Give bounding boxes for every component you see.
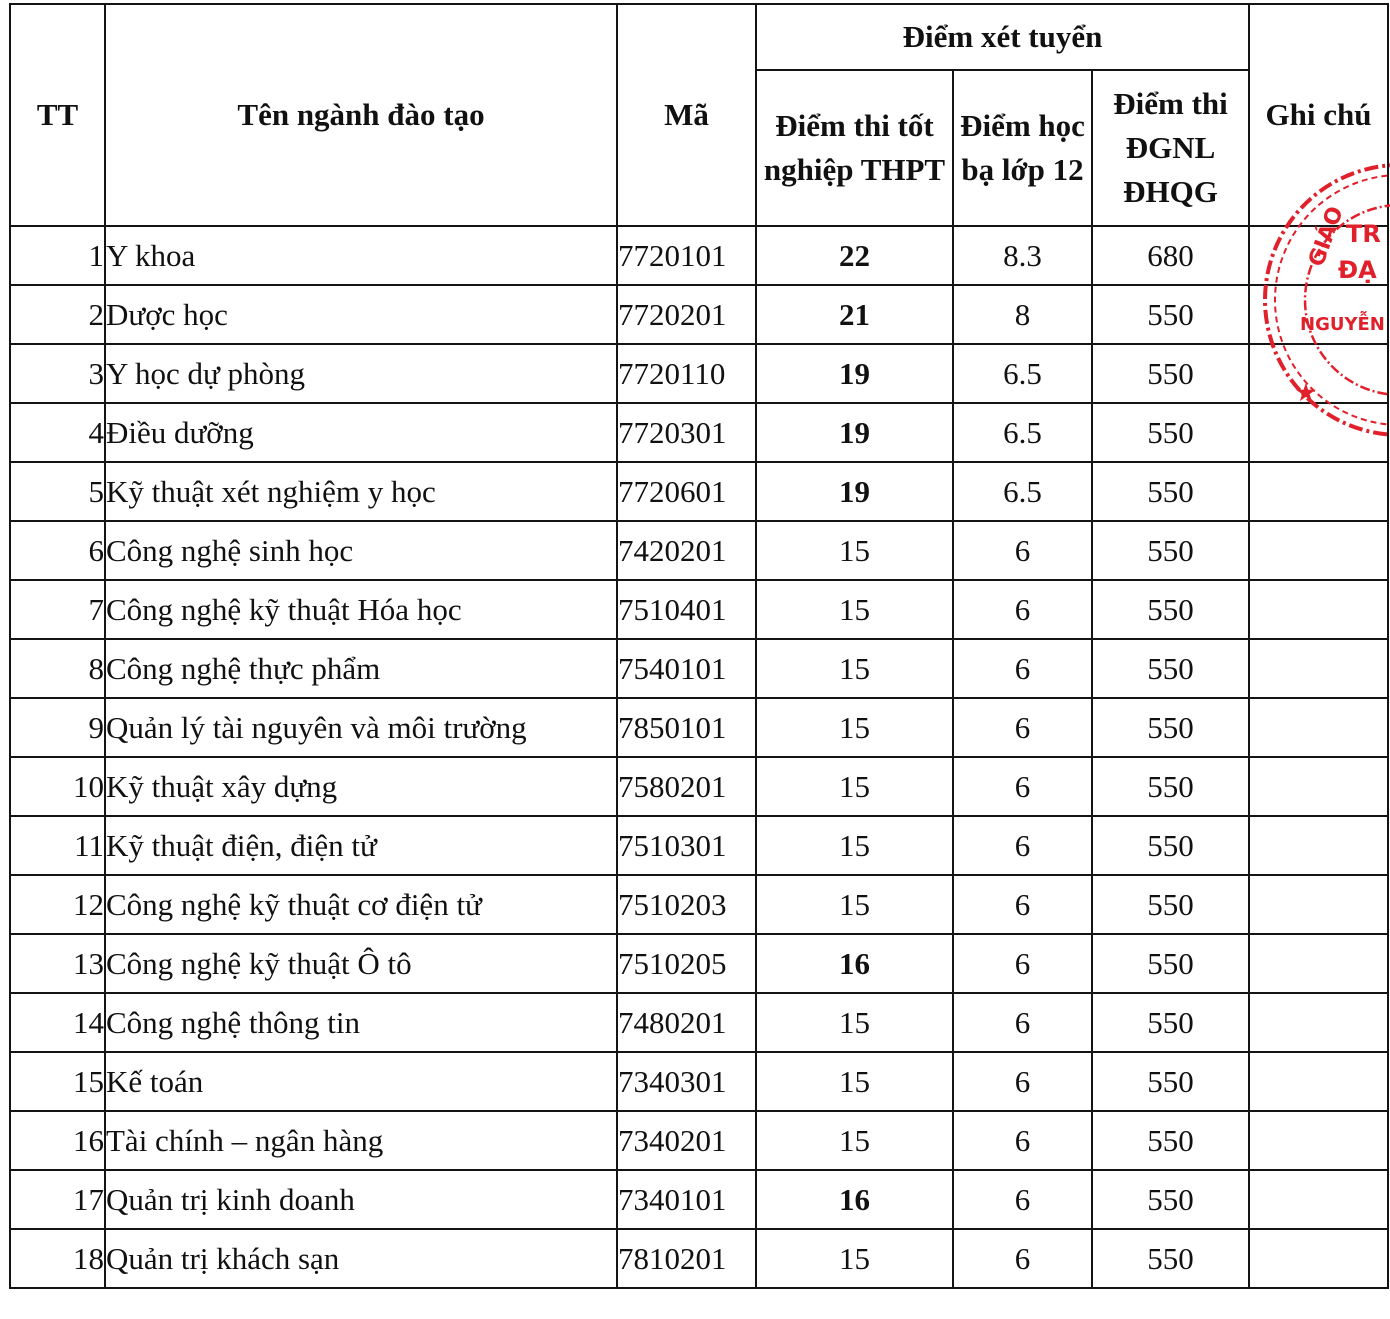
row-index: 3: [10, 344, 105, 403]
thpt-exam-score: 15: [756, 580, 953, 639]
note: [1249, 875, 1388, 934]
note: [1249, 757, 1388, 816]
program-code: 7850101: [617, 698, 756, 757]
row-index: 16: [10, 1111, 105, 1170]
transcript-score: 6: [953, 816, 1092, 875]
note: [1249, 403, 1388, 462]
transcript-score: 6: [953, 1229, 1092, 1288]
program-name: Công nghệ thực phẩm: [105, 639, 617, 698]
transcript-score: 6: [953, 1052, 1092, 1111]
row-index: 8: [10, 639, 105, 698]
thpt-exam-score: 16: [756, 934, 953, 993]
transcript-score: 6: [953, 993, 1092, 1052]
table-row: [10, 462, 1388, 521]
transcript-score: 6: [953, 1111, 1092, 1170]
row-index: 4: [10, 403, 105, 462]
program-code: 7580201: [617, 757, 756, 816]
svg-text:★: ★: [1296, 380, 1316, 405]
program-name: Quản trị khách sạn: [105, 1229, 617, 1288]
thpt-exam-score: 19: [756, 403, 953, 462]
dgnl-score: 550: [1092, 993, 1249, 1052]
table-row: [10, 875, 1388, 934]
header-dgnl: Điểm thi ĐGNL ĐHQG: [1092, 70, 1249, 226]
dgnl-score: 550: [1092, 875, 1249, 934]
header-admission-scores: Điểm xét tuyển: [756, 4, 1249, 70]
note: [1249, 1229, 1388, 1288]
table-row: [10, 698, 1388, 757]
program-name: Kế toán: [105, 1052, 617, 1111]
table-row: [10, 993, 1388, 1052]
row-index: 2: [10, 285, 105, 344]
thpt-exam-score: 15: [756, 993, 953, 1052]
program-code: 7510401: [617, 580, 756, 639]
program-code: 7720201: [617, 285, 756, 344]
transcript-score: 6: [953, 580, 1092, 639]
program-code: 7720101: [617, 226, 756, 285]
dgnl-score: 550: [1092, 580, 1249, 639]
program-name: Y học dự phòng: [105, 344, 617, 403]
note: [1249, 1111, 1388, 1170]
transcript-score: 8.3: [953, 226, 1092, 285]
program-code: 7340101: [617, 1170, 756, 1229]
row-index: 7: [10, 580, 105, 639]
thpt-exam-score: 15: [756, 1052, 953, 1111]
header-thpt-exam: Điểm thi tốt nghiệp THPT: [756, 70, 953, 226]
transcript-score: 6: [953, 521, 1092, 580]
row-index: 17: [10, 1170, 105, 1229]
row-index: 10: [10, 757, 105, 816]
dgnl-score: 550: [1092, 1111, 1249, 1170]
row-index: 14: [10, 993, 105, 1052]
program-code: 7810201: [617, 1229, 756, 1288]
program-code: 7340301: [617, 1052, 756, 1111]
note: [1249, 580, 1388, 639]
dgnl-score: 550: [1092, 285, 1249, 344]
table-row: [10, 757, 1388, 816]
transcript-score: 6.5: [953, 344, 1092, 403]
dgnl-score: 550: [1092, 757, 1249, 816]
dgnl-score: 550: [1092, 1229, 1249, 1288]
transcript-score: 8: [953, 285, 1092, 344]
program-code: 7720110: [617, 344, 756, 403]
header-program-name: Tên ngành đào tạo: [105, 4, 617, 226]
table-row: [10, 639, 1388, 698]
program-code: 7720301: [617, 403, 756, 462]
table-row: [10, 1229, 1388, 1288]
row-index: 5: [10, 462, 105, 521]
note: [1249, 639, 1388, 698]
thpt-exam-score: 15: [756, 1111, 953, 1170]
table-row: [10, 1170, 1388, 1229]
dgnl-score: 550: [1092, 403, 1249, 462]
row-index: 18: [10, 1229, 105, 1288]
note: [1249, 521, 1388, 580]
program-code: 7720601: [617, 462, 756, 521]
note: [1249, 462, 1388, 521]
thpt-exam-score: 15: [756, 521, 953, 580]
row-index: 11: [10, 816, 105, 875]
note: [1249, 285, 1388, 344]
table-row: [10, 580, 1388, 639]
table-row: [10, 521, 1388, 580]
thpt-exam-score: 15: [756, 757, 953, 816]
thpt-exam-score: 21: [756, 285, 953, 344]
program-name: Công nghệ kỹ thuật Ô tô: [105, 934, 617, 993]
program-name: Dược học: [105, 285, 617, 344]
row-index: 15: [10, 1052, 105, 1111]
row-index: 12: [10, 875, 105, 934]
thpt-exam-score: 22: [756, 226, 953, 285]
program-name: Kỹ thuật xét nghiệm y học: [105, 462, 617, 521]
dgnl-score: 550: [1092, 698, 1249, 757]
program-name: Tài chính – ngân hàng: [105, 1111, 617, 1170]
program-name: Y khoa: [105, 226, 617, 285]
program-name: Công nghệ thông tin: [105, 993, 617, 1052]
dgnl-score: 680: [1092, 226, 1249, 285]
program-name: Quản lý tài nguyên và môi trường: [105, 698, 617, 757]
thpt-exam-score: 15: [756, 875, 953, 934]
note: [1249, 1170, 1388, 1229]
transcript-score: 6: [953, 698, 1092, 757]
dgnl-score: 550: [1092, 639, 1249, 698]
program-code: 7420201: [617, 521, 756, 580]
svg-text:NGUYỄN: NGUYỄN: [1300, 314, 1385, 335]
program-code: 7540101: [617, 639, 756, 698]
program-code: 7480201: [617, 993, 756, 1052]
svg-text:GIÁO: GIÁO: [1304, 203, 1349, 271]
thpt-exam-score: 19: [756, 462, 953, 521]
note: [1249, 934, 1388, 993]
row-index: 1: [10, 226, 105, 285]
table-row: [10, 1111, 1388, 1170]
dgnl-score: 550: [1092, 521, 1249, 580]
header-tt: TT: [10, 4, 105, 226]
transcript-score: 6.5: [953, 403, 1092, 462]
table-row: [10, 226, 1388, 285]
note: [1249, 1052, 1388, 1111]
program-name: Điều dưỡng: [105, 403, 617, 462]
note: [1249, 698, 1388, 757]
program-name: Công nghệ kỹ thuật Hóa học: [105, 580, 617, 639]
header-transcript: Điểm học bạ lớp 12: [953, 70, 1092, 226]
thpt-exam-score: 19: [756, 344, 953, 403]
program-name: Công nghệ kỹ thuật cơ điện tử: [105, 875, 617, 934]
program-code: 7510203: [617, 875, 756, 934]
dgnl-score: 550: [1092, 1170, 1249, 1229]
note: [1249, 993, 1388, 1052]
thpt-exam-score: 15: [756, 1229, 953, 1288]
dgnl-score: 550: [1092, 934, 1249, 993]
table-row: [10, 344, 1388, 403]
table-row: [10, 934, 1388, 993]
transcript-score: 6: [953, 1170, 1092, 1229]
thpt-exam-score: 15: [756, 639, 953, 698]
thpt-exam-score: 15: [756, 816, 953, 875]
dgnl-score: 550: [1092, 1052, 1249, 1111]
dgnl-score: 550: [1092, 816, 1249, 875]
program-code: 7340201: [617, 1111, 756, 1170]
program-code: 7510205: [617, 934, 756, 993]
row-index: 13: [10, 934, 105, 993]
program-name: Quản trị kinh doanh: [105, 1170, 617, 1229]
program-name: Công nghệ sinh học: [105, 521, 617, 580]
transcript-score: 6: [953, 875, 1092, 934]
transcript-score: 6: [953, 757, 1092, 816]
program-name: Kỹ thuật xây dựng: [105, 757, 617, 816]
header-notes: Ghi chú: [1249, 4, 1388, 226]
thpt-exam-score: 15: [756, 698, 953, 757]
table-row: [10, 1052, 1388, 1111]
dgnl-score: 550: [1092, 462, 1249, 521]
table-row: [10, 285, 1388, 344]
header-code: Mã: [617, 4, 756, 226]
svg-text:TR: TR: [1346, 220, 1381, 248]
transcript-score: 6: [953, 934, 1092, 993]
program-code: 7510301: [617, 816, 756, 875]
program-name: Kỹ thuật điện, điện tử: [105, 816, 617, 875]
note: [1249, 344, 1388, 403]
transcript-score: 6: [953, 639, 1092, 698]
svg-text:ĐẠ: ĐẠ: [1338, 256, 1377, 284]
thpt-exam-score: 16: [756, 1170, 953, 1229]
note: [1249, 226, 1388, 285]
row-index: 9: [10, 698, 105, 757]
row-index: 6: [10, 521, 105, 580]
transcript-score: 6.5: [953, 462, 1092, 521]
admission-scores-table: [9, 3, 1389, 1289]
table-row: [10, 403, 1388, 462]
table-row: [10, 816, 1388, 875]
dgnl-score: 550: [1092, 344, 1249, 403]
note: [1249, 816, 1388, 875]
